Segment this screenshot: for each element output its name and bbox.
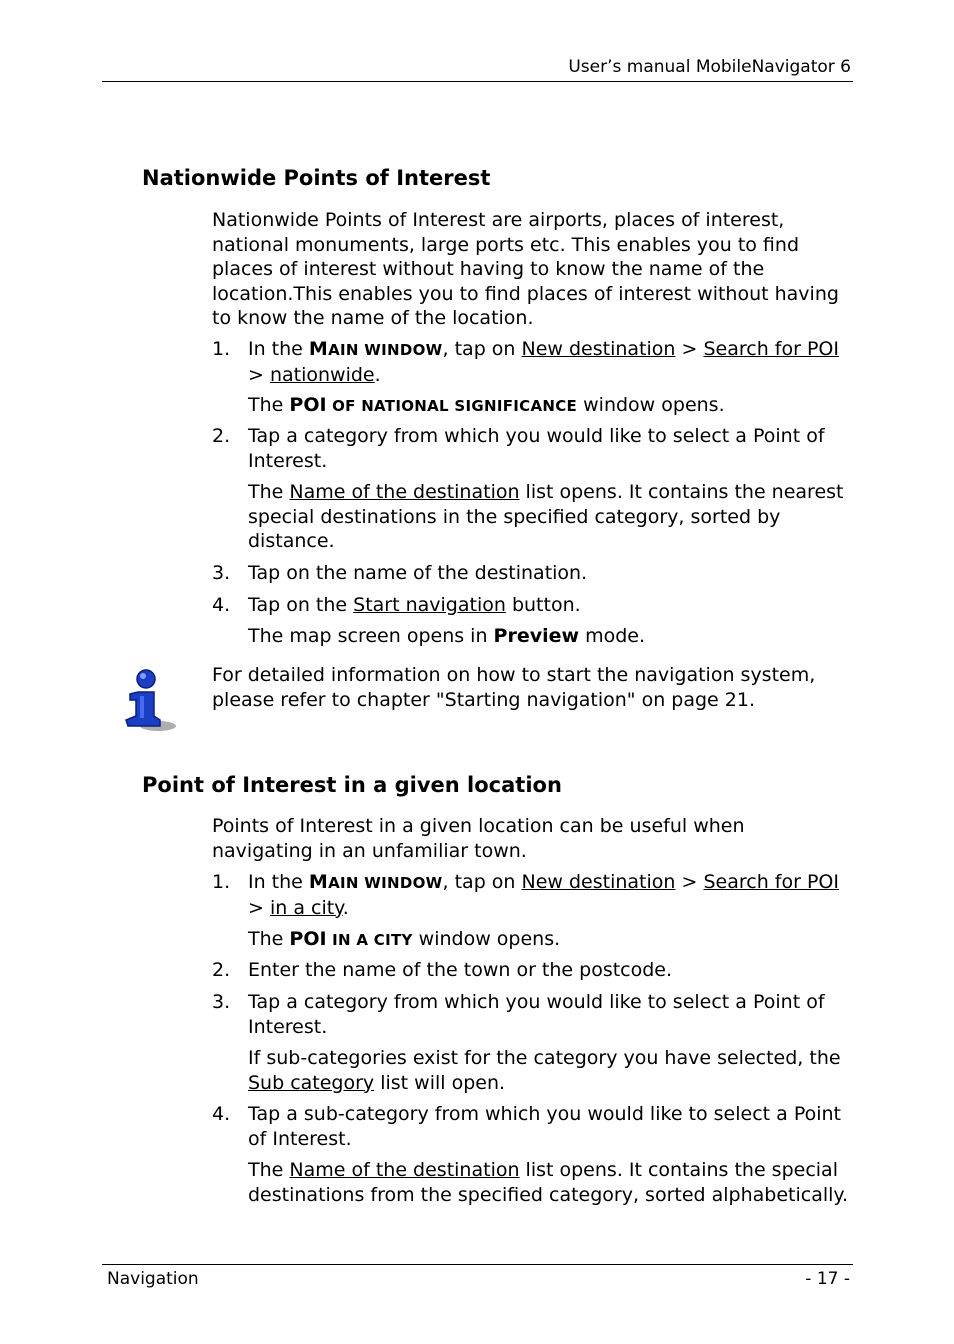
section2-intro: Points of Interest in a given location can be useful when navigating in an unfamiliar town. [212,815,745,862]
step-number: 1. [212,871,231,893]
nationwide-link[interactable]: nationwide [269,363,375,386]
section1-intro: Nationwide Points of Interest are airports, places of interest, national monuments, large ports etc. This enables you to find places of interest without having to know the name of the location.This enables you to find places of interest without having to know the name of the location. [212,209,839,329]
new-destination-link[interactable]: New destination [521,871,676,893]
name-of-destination-link[interactable]: Name of the destination [289,481,520,503]
info-person-icon [118,666,180,734]
info-note: For detailed information on how to start the navigation system, please refer to chapter "Starting navigation" on page 21. [212,664,816,711]
step-number: 4. [212,1103,231,1125]
step-4-text: Tap on the Start navigation button. [248,594,581,616]
search-for-poi-link[interactable]: Search for POI [703,338,839,360]
main-window-label: MAIN WINDOW [308,338,443,360]
step-number: 3. [212,991,231,1013]
window-name-poi: POI [289,394,327,416]
step-3-text: Tap on the name of the destination. [248,562,588,584]
window-name-suffix: IN A CITY [326,931,413,949]
step-1-text: In the MAIN WINDOW, tap on New destination > Search for POI > nationwide. [248,338,839,386]
step-1-result: The POI IN A CITY window opens. [248,928,561,950]
window-name-suffix: OF NATIONAL SIGNIFICANCE [326,397,578,415]
step-number: 2. [212,959,231,981]
step-1-result: The POI OF NATIONAL SIGNIFICANCE window opens. [248,394,725,416]
step-number: 1. [212,338,231,360]
step-number: 3. [212,562,231,584]
step-2-text: Tap a category from which you would like to select a Point of Interest. [248,425,825,472]
step-2-text: Enter the name of the town or the postcode. [248,959,673,981]
step-4-result: The Name of the destination list opens. It contains the special destinations from the specified category, sorted alphabetically. [248,1159,848,1206]
window-name-poi: POI [289,928,327,950]
footer-section-name: Navigation [107,1269,199,1289]
step-4-result: The map screen opens in Preview mode. [248,625,646,647]
main-window-label: MAIN WINDOW [308,871,443,893]
start-navigation-link[interactable]: Start navigation [353,594,506,616]
step-4-text: Tap a sub-category from which you would like to select a Point of Interest. [248,1103,842,1150]
name-of-destination-link[interactable]: Name of the destination [289,1159,520,1181]
search-for-poi-link[interactable]: Search for POI [703,871,839,893]
header-title: User’s manual MobileNavigator 6 [568,57,851,77]
step-1-text: In the MAIN WINDOW, tap on New destination > Search for POI > in a city. [248,871,839,919]
step-3-result: If sub-categories exist for the category you have selected, the Sub category list will open. [248,1047,841,1094]
preview-mode-label: Preview [493,625,580,647]
section-heading-given-location: Point of Interest in a given location [142,773,562,797]
step-3-text: Tap a category from which you would like to select a Point of Interest. [248,991,825,1038]
step-number: 2. [212,425,231,447]
new-destination-link[interactable]: New destination [521,338,676,360]
step-number: 4. [212,594,231,616]
step-2-result: The Name of the destination list opens. It contains the nearest special destinations in the specified category, sorted by distance. [248,481,844,552]
header-rule [102,81,853,82]
page-number: - 17 - [805,1269,850,1289]
sub-category-link[interactable]: Sub category [248,1071,375,1094]
in-a-city-link[interactable]: in a city [269,896,343,919]
section-heading-nationwide: Nationwide Points of Interest [142,166,491,190]
footer-rule [102,1264,853,1265]
